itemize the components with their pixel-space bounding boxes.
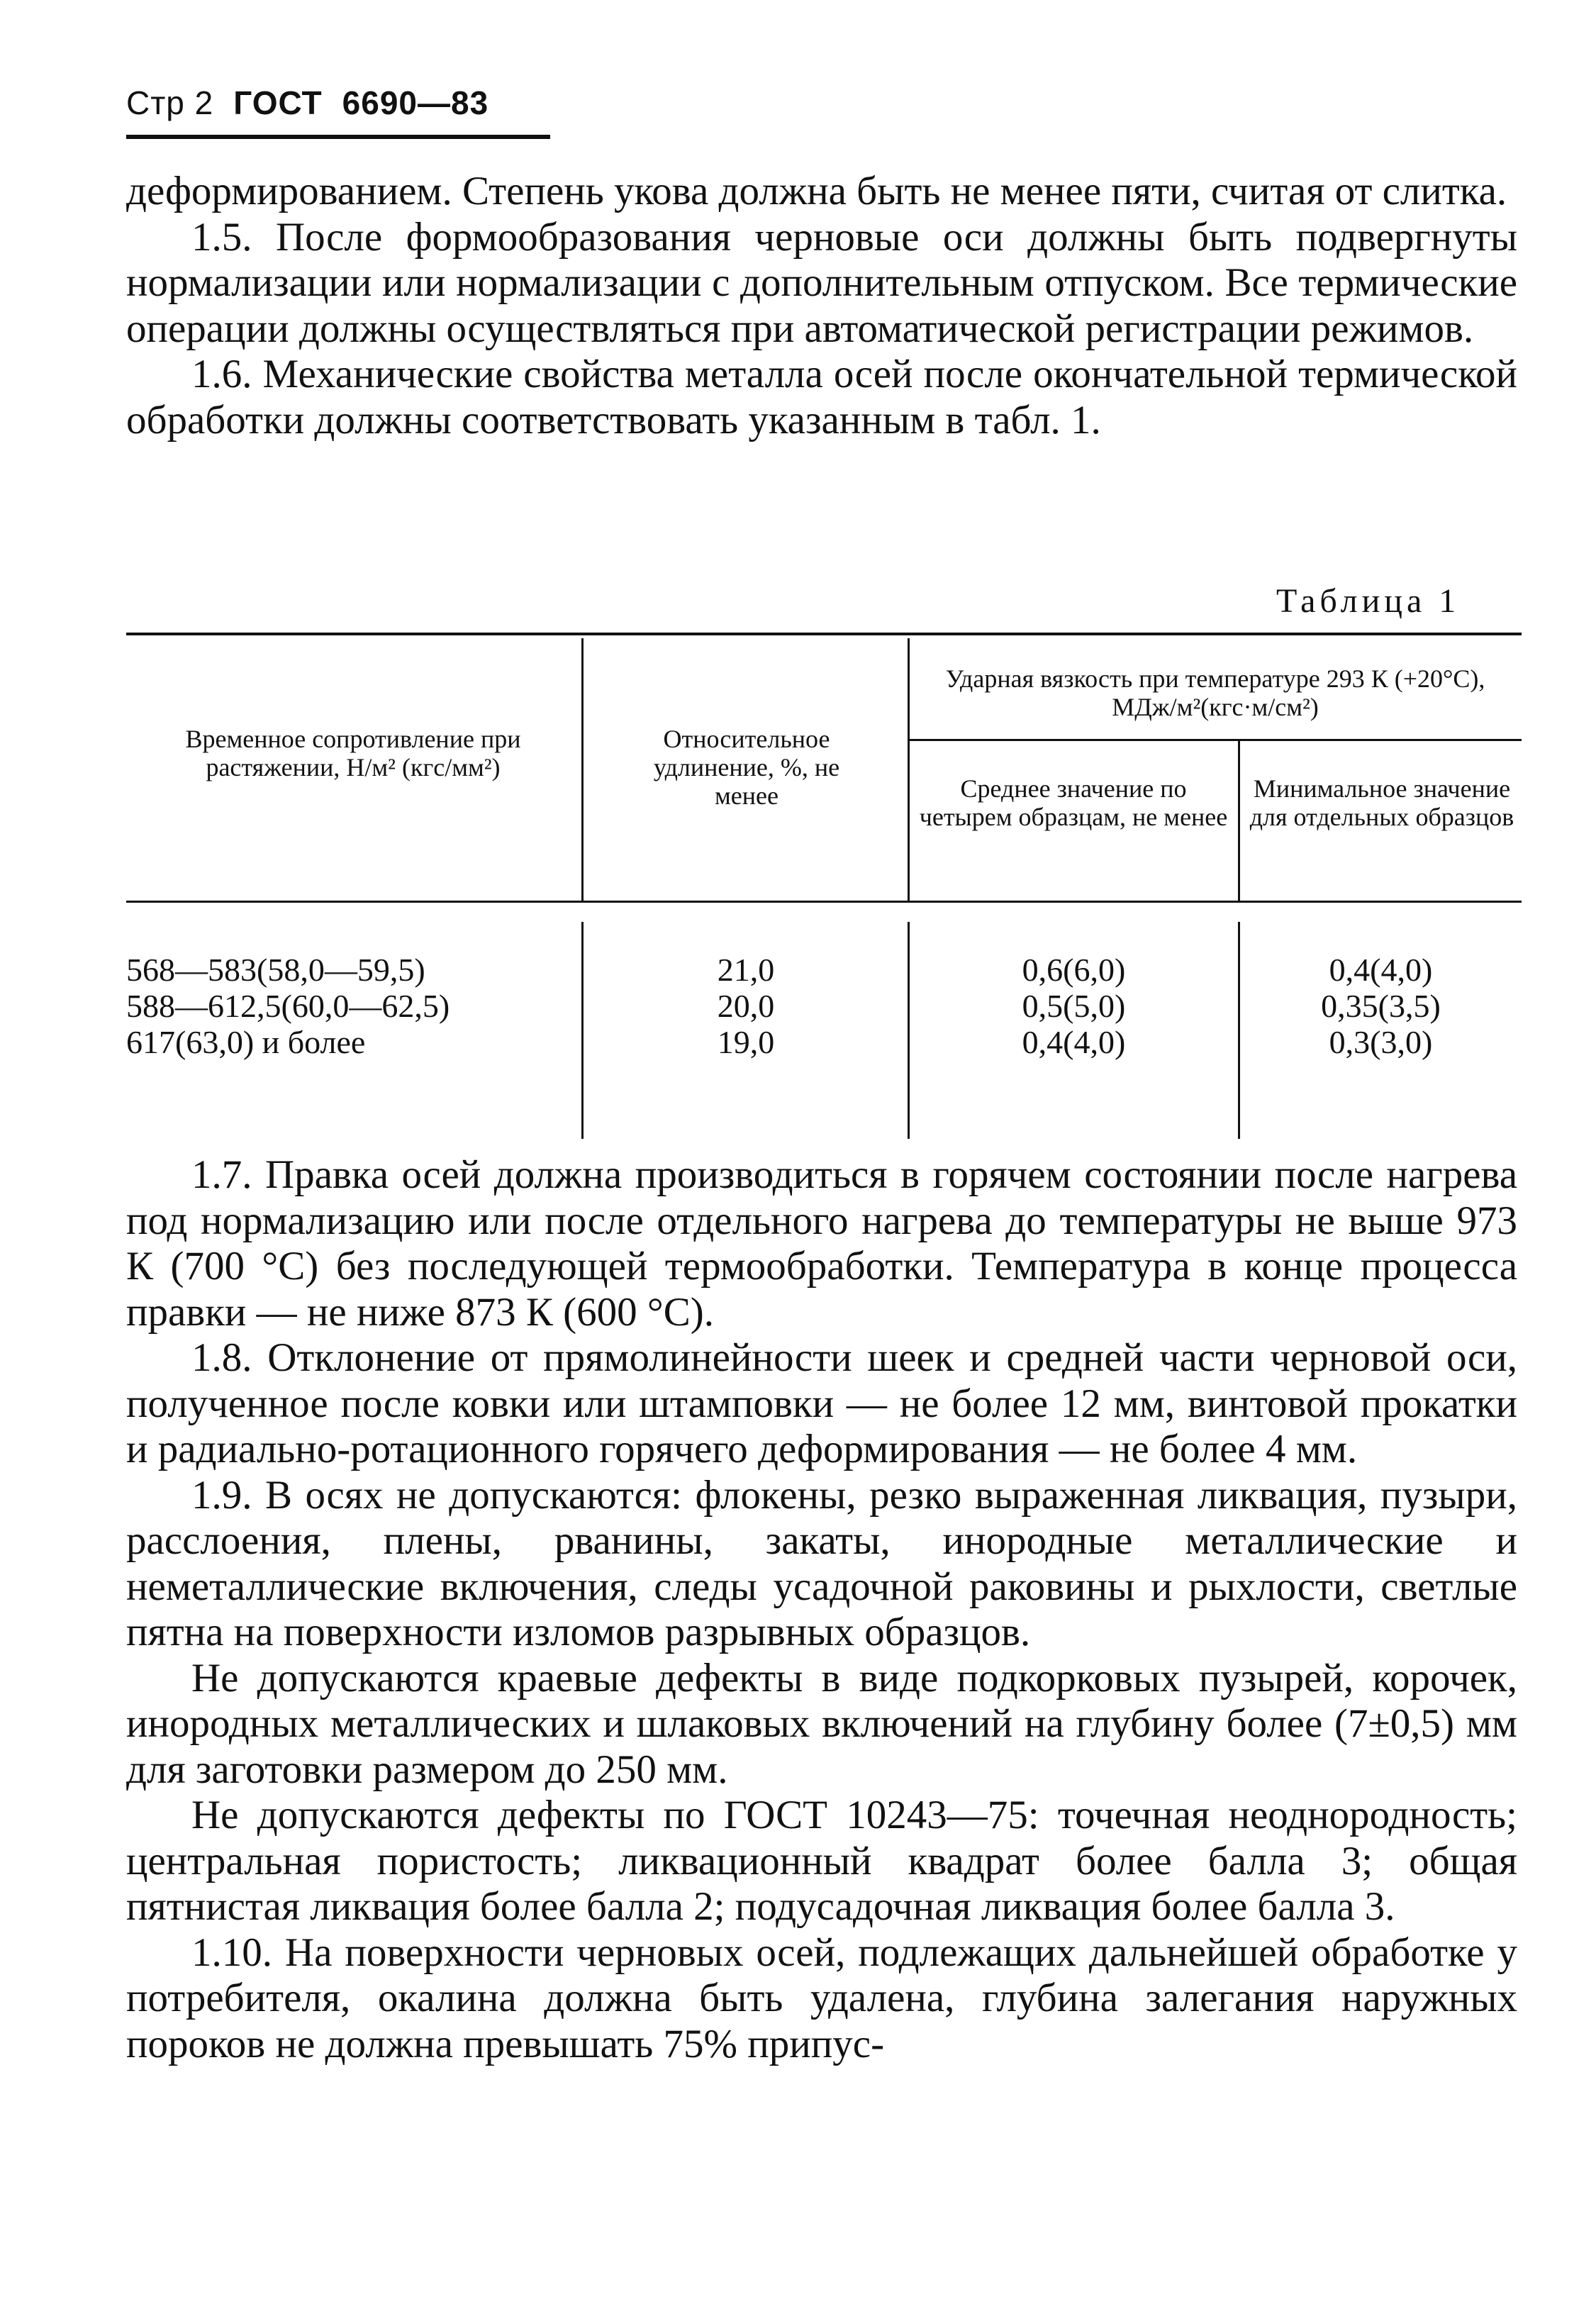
- table-cell: 0,6(6,0): [1022, 952, 1126, 988]
- table-cell: 588—612,5(60,0—62,5): [126, 988, 450, 1024]
- table-divider-2a: [908, 638, 910, 901]
- text-block-bottom: [126, 1152, 1517, 2067]
- paragraph-1-10: 1.10. На поверхности черновых осей, подлежащих дальнейшей обработке у потребителя, окалина должна быть удалена, глубина залегания наружных пороков не должна превышать 75% припус-: [126, 1930, 1517, 2066]
- table-caption: Таблица 1: [1276, 582, 1461, 620]
- table-cell: 568—583(58,0—59,5): [126, 952, 425, 988]
- paragraph-1-9-edge-defects: Не допускаются краевые дефекты в виде подкорковых пузырей, корочек, инородных металлических и шлаковых включений на глубину более (7±0,5) мм для заготовки размером до 250 мм.: [126, 1655, 1517, 1792]
- paragraph-1-5: 1.5. После формообразования черновые оси должны быть подвергнуты нормализации или нормализации с дополнительным отпуском. Все термические операции должны осуществляться при автоматической регистрации режимов.: [126, 214, 1517, 351]
- paragraph-1-7: 1.7. Правка осей должна производиться в горячем состоянии после нагрева под нормализацию или после отдельного нагрева до температуры не выше 973 К (700 °С) без последующей термообработки. Температура в конце процесса правки — не ниже 873 К (600 °С).: [126, 1152, 1517, 1335]
- col-header-minimum: Минимальное значение для отдельных образцов: [1249, 774, 1514, 831]
- table-cell: 0,35(3,5): [1321, 988, 1441, 1024]
- paragraph-1-6: 1.6. Механические свойства металла осей после окончательной термической обработки должны соответствовать указанным в табл. 1.: [126, 352, 1517, 442]
- table-cell: 0,4(4,0): [1022, 1024, 1126, 1060]
- standard-number: 6690—83: [342, 84, 489, 121]
- table-cell: 0,4(4,0): [1329, 952, 1433, 988]
- table-cell: 0,3(3,0): [1329, 1024, 1433, 1060]
- table-header-rule: [126, 901, 1522, 903]
- table-cell: 0,5(5,0): [1022, 988, 1126, 1024]
- text-block-top: [126, 169, 1517, 443]
- paragraph-1-9-gost-defects: Не допускаются дефекты по ГОСТ 10243—75: точечная неоднородность; центральная пористость; ликвационный квадрат более балла 3; общая пятнистая ликвация более балла 2; подусадочная ликвация более балла 3.: [126, 1793, 1517, 1929]
- table-cell: 617(63,0) и более: [126, 1024, 366, 1060]
- paragraph-1-8: 1.8. Отклонение от прямолинейности шеек и средней части черновой оси, полученное после ковки или штамповки — не более 12 мм, винтовой прокатки и радиально-ротационного горячего деформирования — не более 4 мм.: [126, 1335, 1517, 1471]
- page-number: Стр 2: [126, 84, 214, 121]
- table-top-rule: [126, 633, 1522, 635]
- table-cell: 21,0: [717, 952, 775, 988]
- standard-label: ГОСТ: [233, 84, 323, 121]
- table-cell: 19,0: [717, 1024, 775, 1060]
- paragraph-1-9: 1.9. В осях не допускаются: флокены, резко выраженная ликвация, пузыри, расслоения, плены, рванины, закаты, инородные металлические и неметаллические включения, следы усадочной раковины и рыхлости, светлые пятна на поверхности изломов разрывных образцов.: [126, 1472, 1517, 1654]
- table-1: [126, 633, 1522, 1143]
- col-header-average: Среднее значение по четырем образцам, не менее: [919, 774, 1228, 831]
- header-rule: [126, 135, 550, 139]
- col-header-elongation: Относительное удлинение, %, не менее: [653, 725, 840, 810]
- col-header-impact-group: Ударная вязкость при температуре 293 К (+20°С), МДж/м²(кгс·м/см²): [945, 664, 1485, 721]
- col-minimum-values: [1240, 952, 1522, 1060]
- paragraph-continuation: деформированием. Степень укова должна быть не менее пяти, считая от слитка.: [126, 169, 1507, 213]
- table-cell: 20,0: [717, 988, 775, 1024]
- col-header-strength: Временное сопротивление при растяжении, Н/м² (кгс/мм²): [185, 725, 521, 781]
- col-average-values: [910, 952, 1238, 1060]
- page-header: [126, 84, 508, 122]
- table-divider-1a: [581, 638, 584, 901]
- table-divider-3a: [1238, 741, 1240, 901]
- col-strength-values: [126, 952, 573, 1060]
- col-elongation-values: [584, 952, 908, 1060]
- table-group-rule: [908, 739, 1522, 741]
